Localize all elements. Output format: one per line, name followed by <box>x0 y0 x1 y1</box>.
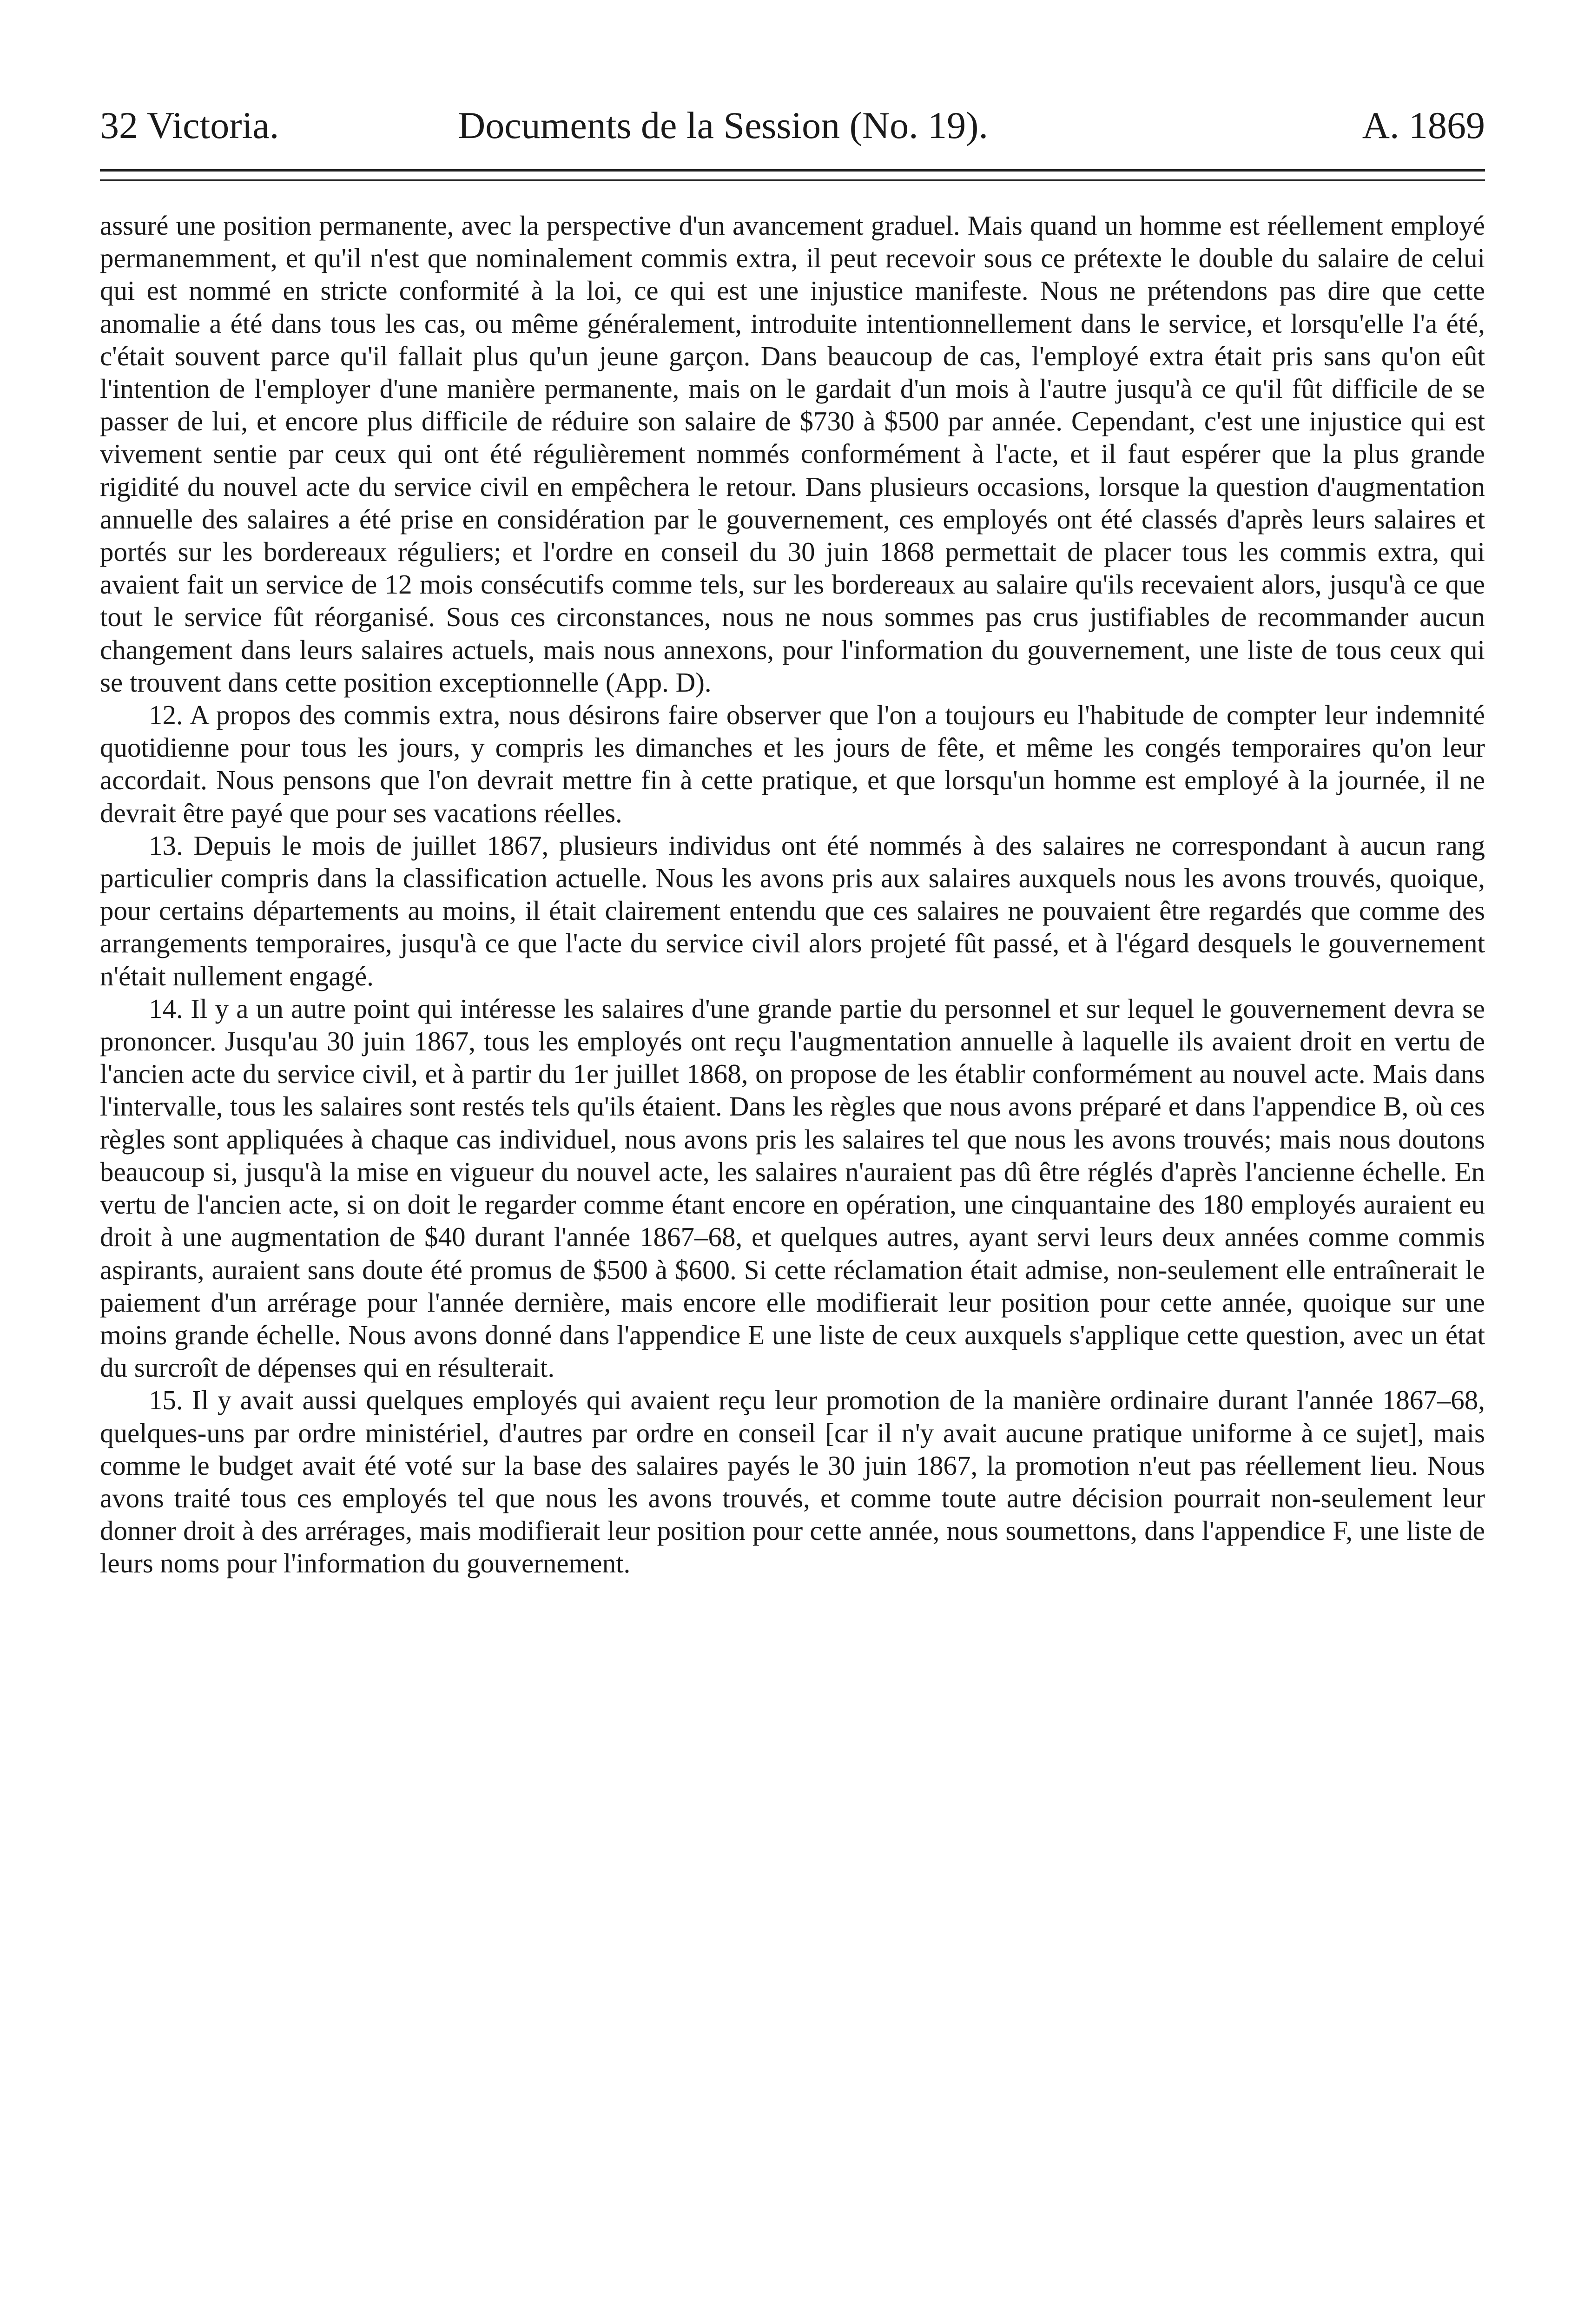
paragraph-text: Depuis le mois de juillet 1867, plusieurs individus ont été nommés à des salaires ne correspondant à aucun rang particulier compris dans la classification actuelle. Nous les avons pris aux salaires auxquels nous les avons trouvés, quoique, pour certains départements au moins, il était clairement entendu que ces salaires ne pouvaient être regardés que comme des arrangements temporaires, jusqu'à ce que l'acte du service civil alors projeté fût passé, et à l'égard desquels le gouvernement n'était nullement engagé. <box>100 830 1485 991</box>
header-rule-top <box>100 169 1485 172</box>
paragraph-number: 15. <box>149 1385 183 1416</box>
paragraph-12 <box>100 699 1485 829</box>
paragraph-text: assuré une position permanente, avec la perspective d'un avancement graduel. Mais quand un homme est réellement employé permanemment, et qu'il n'est que nominalement commis extra, il peut recevoir sous ce prétexte le double du salaire de celui qui est nommé en stricte conformité à la loi, ce qui est une injustice manifeste. Nous ne prétendons pas dire que cette anomalie a été dans tous les cas, ou même généralement, introduite intentionnellement dans le service, et lorsqu'elle l'a été, c'était souvent parce qu'il fallait plus qu'un jeune garçon. Dans beaucoup de cas, l'employé extra était pris sans qu'on eût l'intention de l'employer d'une manière permanente, mais on le gardait d'un mois à l'autre jusqu'à ce qu'il fût difficile de se passer de lui, et encore plus difficile de réduire son salaire de $730 à $500 par année. Cependant, c'est une injustice qui est vivement sentie par ceux qui ont été régulièrement nommés conformément à l'acte, et il faut espérer que la plus grande rigidité du nouvel acte du service civil en empêchera le retour. Dans plusieurs occasions, lorsque la question d'augmentation annuelle des salaires a été prise en considération par le gouvernement, ces employés ont été classés d'après leurs salaires et portés sur les bordereaux réguliers; et l'ordre en conseil du 30 juin 1868 permettait de placer tous les commis extra, qui avaient fait un service de 12 mois consécutifs comme tels, sur les bordereaux au salaire qu'ils recevaient alors, jusqu'à ce que tout le service fût réorganisé. Sous ces circonstances, nous ne nous sommes pas crus justifiables de recommander aucun changement dans leurs salaires actuels, mais nous annexons, pour l'information du gouvernement, une liste de tous ceux qui se trouvent dans cette position exceptionnelle (App. D). <box>100 210 1485 698</box>
paragraph-continued <box>100 209 1485 699</box>
paragraph-13 <box>100 829 1485 992</box>
header-year: A. 1869 <box>1362 104 1485 146</box>
header-volume: 32 Victoria. <box>100 104 279 146</box>
paragraph-14 <box>100 992 1485 1384</box>
running-header <box>100 93 1485 158</box>
paragraph-text: Il y a un autre point qui intéresse les salaires d'une grande partie du personnel et sur lequel le gouvernement devra se prononcer. Jusqu'au 30 juin 1867, tous les employés ont reçu l'augmentation annuelle à laquelle ils avaient droit en vertu de l'ancien acte du service civil, et à partir du 1er juillet 1868, on propose de les établir conformément au nouvel acte. Mais dans l'intervalle, tous les salaires sont restés tels qu'ils étaient. Dans les règles que nous avons préparé et dans l'appendice B, où ces règles sont appliquées à chaque cas individuel, nous avons pris les salaires tel que nous les avons trouvés; mais nous doutons beaucoup si, jusqu'à la mise en vigueur du nouvel acte, les salaires n'auraient pas dû être réglés d'après l'ancienne échelle. En vertu de l'ancien acte, si on doit le regarder comme étant encore en opération, une cinquantaine des 180 employés auraient eu droit à une augmentation de $40 durant l'année 1867–68, et quelques autres, ayant servi leurs deux années comme commis aspirants, auraient sans doute été promus de $500 à $600. Si cette réclamation était admise, non-seulement elle entraînerait le paiement d'un arrérage pour l'année dernière, mais encore elle modifierait leur position pour cette année, quoique sur une moins grande échelle. Nous avons donné dans l'appendice E une liste de ceux auxquels s'applique cette question, avec un état du surcroît de dépenses qui en résulterait. <box>100 993 1485 1383</box>
body-text <box>100 209 1485 1580</box>
header-rule-bottom <box>100 179 1485 181</box>
document-page <box>100 93 1485 2324</box>
header-double-rule <box>100 169 1485 195</box>
paragraph-number: 14. <box>149 993 183 1024</box>
paragraph-15 <box>100 1384 1485 1579</box>
paragraph-text: Il y avait aussi quelques employés qui avaient reçu leur promotion de la manière ordinaire durant l'année 1867–68, quelques-uns par ordre ministériel, d'autres par ordre en conseil [car il n'y avait aucune pratique uniforme à ce sujet], mais comme le budget avait été voté sur la base des salaires payés le 30 juin 1867, la promotion n'eut pas réellement lieu. Nous avons traité tous ces employés tel que nous les avons trouvés, et comme toute autre décision pourrait non-seulement leur donner droit à des arrérages, mais modifierait leur position pour cette année, nous soumettons, dans l'appendice F, une liste de leurs noms pour l'information du gouvernement. <box>100 1385 1485 1579</box>
paragraph-text: A propos des commis extra, nous désirons faire observer que l'on a toujours eu l'habitude de compter leur indemnité quotidienne pour tous les jours, y compris les dimanches et les jours de fête, et même les congés temporaires qu'on leur accordait. Nous pensons que l'on devrait mettre fin à cette pratique, et que lorsqu'un homme est employé à la journée, il ne devrait être payé que pour ses vacations réelles. <box>100 700 1485 828</box>
header-title: Documents de la Session (No. 19). <box>458 104 988 146</box>
paragraph-number: 13. <box>149 830 183 861</box>
paragraph-number: 12. <box>149 700 183 731</box>
